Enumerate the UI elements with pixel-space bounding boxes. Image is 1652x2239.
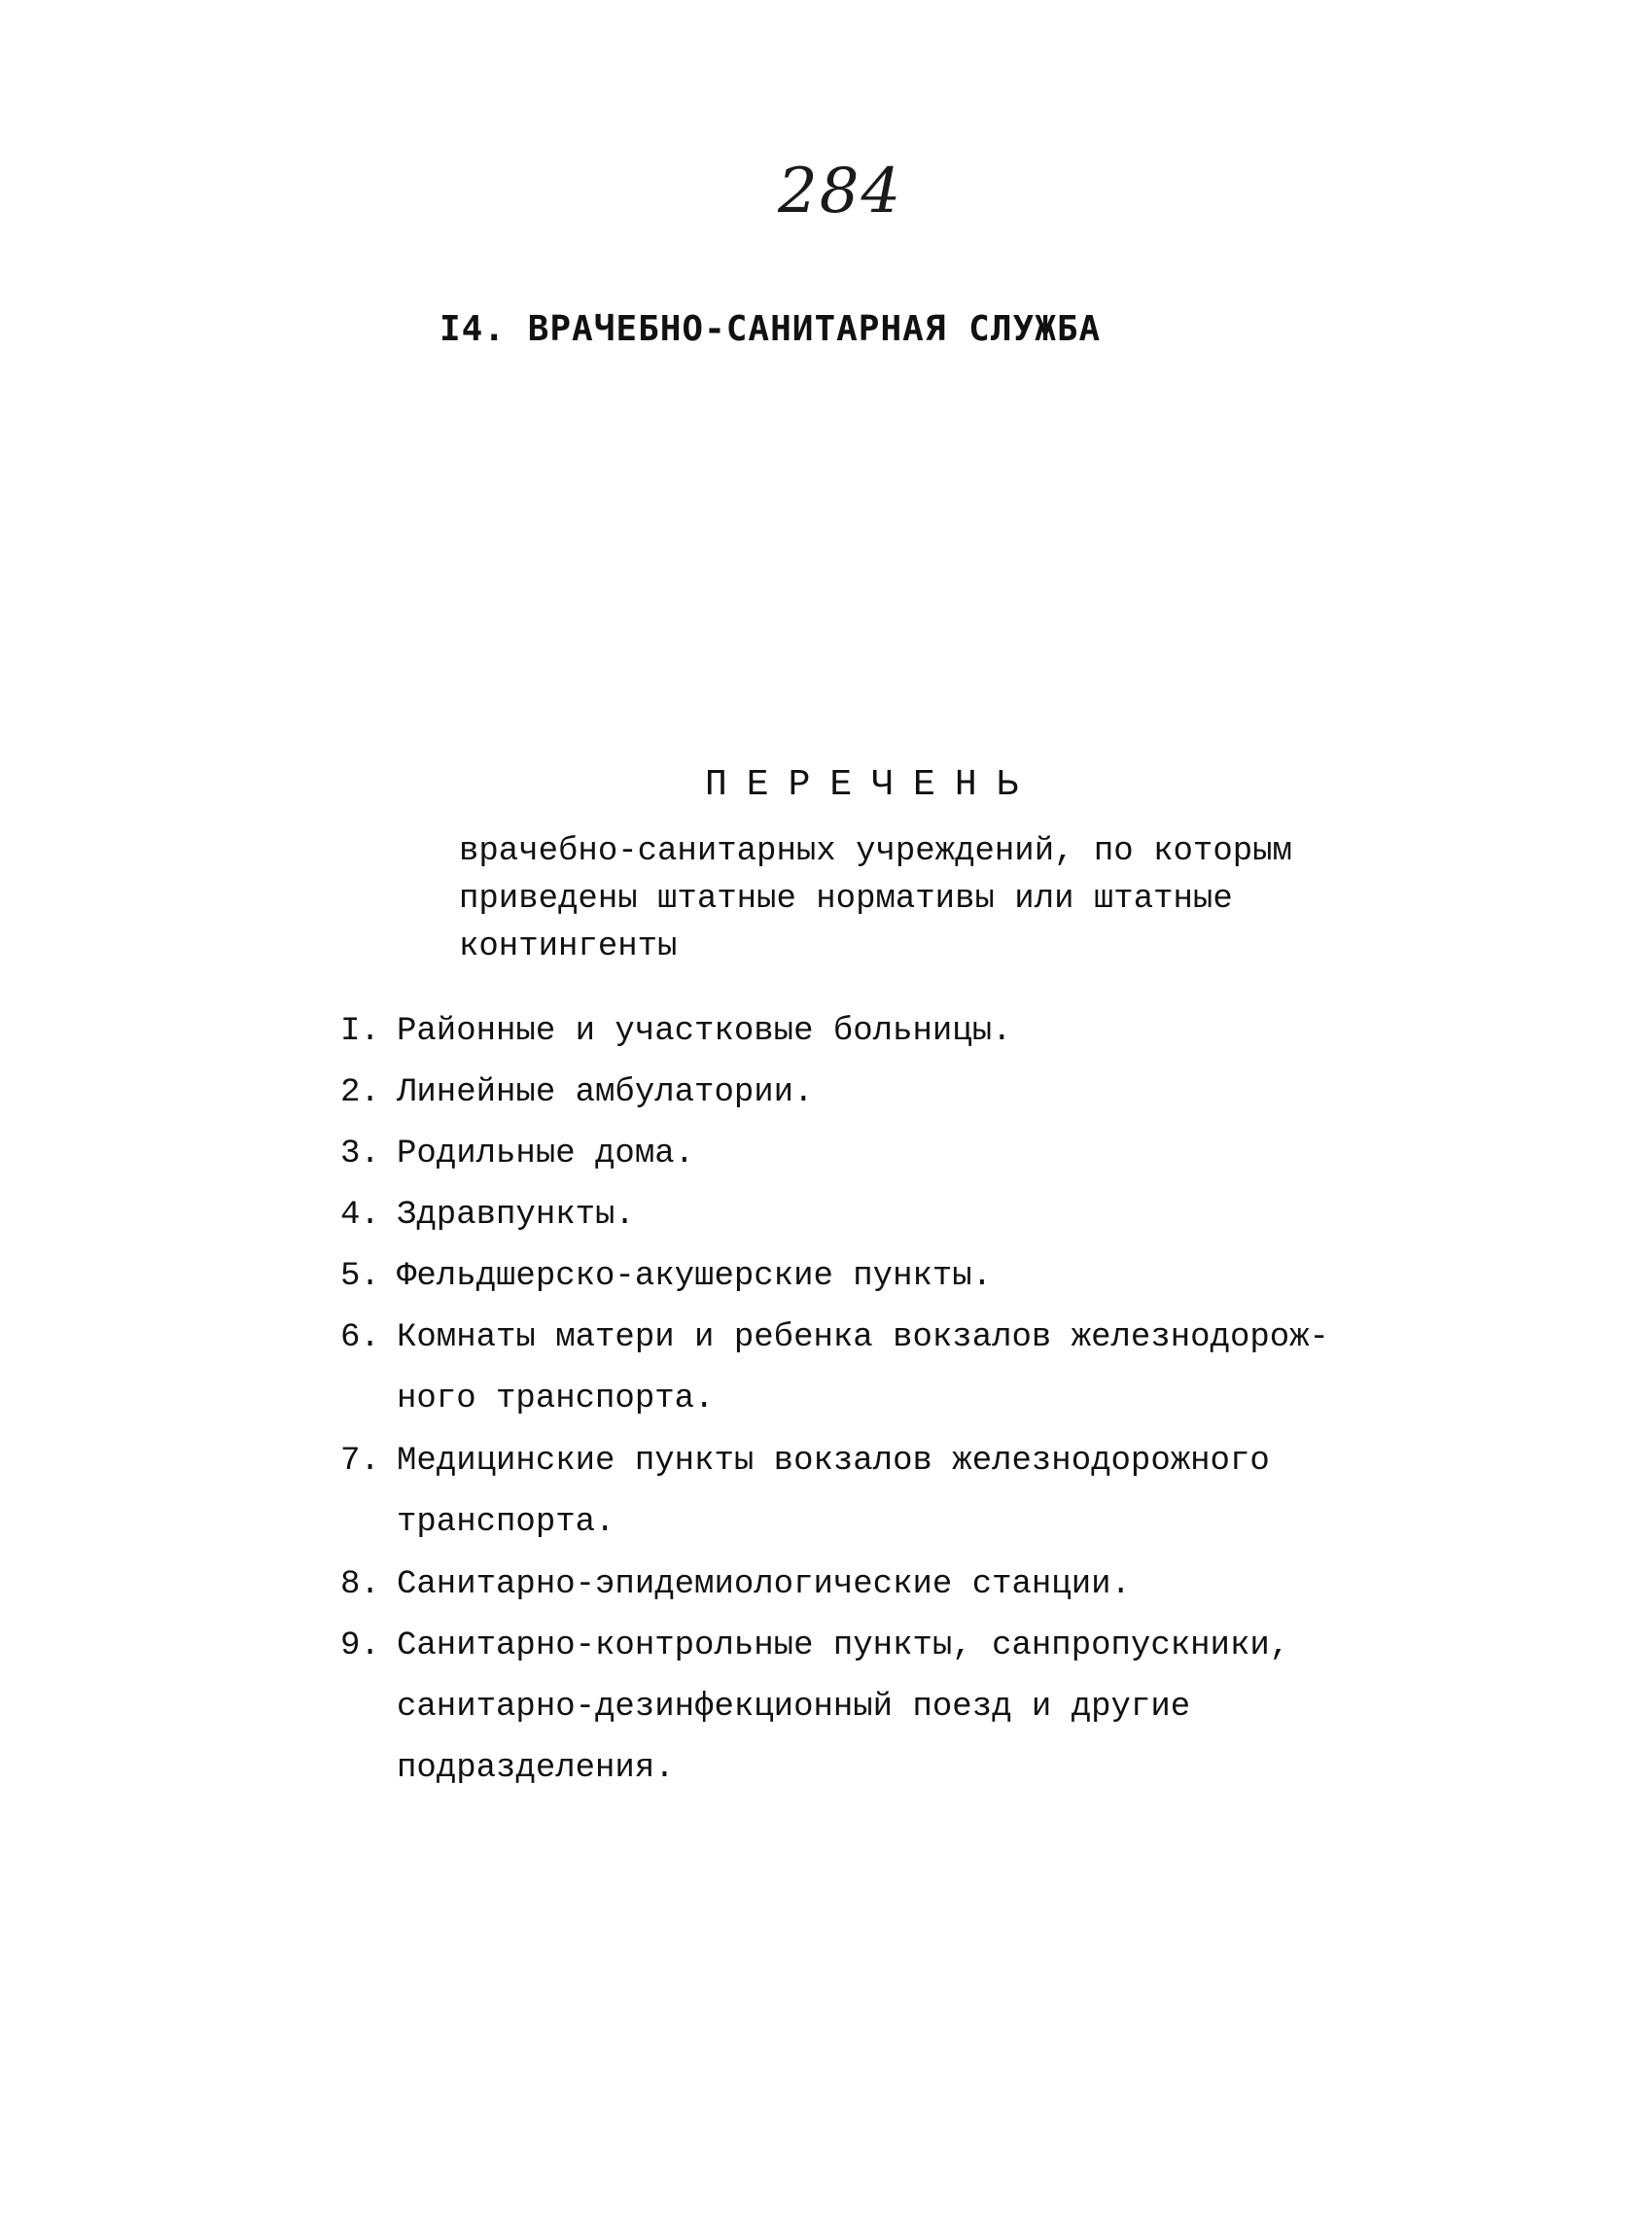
item-number: 2.: [340, 1074, 380, 1111]
item-text: [397, 1134, 1332, 1174]
list-item: [340, 1011, 1332, 1052]
list-item: [340, 1134, 1332, 1174]
section-title: I4. ВРАЧЕБНО-САНИТАРНАЯ СЛУЖБА: [439, 309, 1102, 349]
item-number: 6.: [340, 1319, 380, 1356]
item-text-line: Санитарно-эпидемиологические станции.: [397, 1566, 1131, 1603]
list-subtitle-line: контингенты: [459, 928, 678, 965]
item-text-line: Санитарно-контрольные пункты, санпропускники,: [397, 1627, 1290, 1664]
item-text: [397, 1431, 1332, 1554]
item-text: [397, 1564, 1332, 1605]
institution-list: [340, 1011, 1332, 1810]
item-text-line: Районные и участковые больницы.: [397, 1013, 1012, 1050]
item-number: 8.: [340, 1566, 380, 1603]
list-item: [340, 1195, 1332, 1236]
list-item: [340, 1256, 1332, 1297]
item-text-line: Родильные дома.: [397, 1136, 695, 1172]
item-text-line: Здравпункты.: [397, 1197, 635, 1234]
item-text: [397, 1308, 1332, 1430]
list-item: [340, 1308, 1332, 1430]
item-text: [397, 1072, 1332, 1113]
item-text-line: ного транспорта.: [397, 1381, 715, 1417]
item-number: I.: [340, 1013, 380, 1050]
item-number: 9.: [340, 1627, 380, 1664]
item-text-line: Комнаты матери и ребенка вокзалов железнодорож-: [397, 1319, 1329, 1356]
list-item: [340, 1616, 1332, 1800]
list-item: [340, 1072, 1332, 1113]
list-subtitle: [459, 828, 1334, 971]
item-number: 4.: [340, 1197, 380, 1234]
item-text: [397, 1616, 1332, 1800]
item-text-line: санитарно-дезинфекционный поезд и другие: [397, 1689, 1191, 1726]
item-text-line: Линейные амбулатории.: [397, 1074, 814, 1111]
list-item: [340, 1564, 1332, 1605]
item-text: [397, 1011, 1332, 1052]
list-item: [340, 1431, 1332, 1554]
item-text-line: подразделения.: [397, 1750, 675, 1787]
list-subtitle-line: врачебно-санитарных учреждений, по которым: [459, 833, 1292, 870]
item-number: 5.: [340, 1258, 380, 1295]
list-heading: ПЕРЕЧЕНЬ: [705, 764, 1038, 806]
item-number: 3.: [340, 1136, 380, 1172]
list-subtitle-line: приведены штатные нормативы или штатные: [459, 881, 1233, 918]
item-text-line: Медицинские пункты вокзалов железнодорожного: [397, 1443, 1270, 1480]
item-text: [397, 1195, 1332, 1236]
item-text-line: Фельдшерско-акушерские пункты.: [397, 1258, 993, 1295]
item-text-line: транспорта.: [397, 1504, 615, 1541]
item-number: 7.: [340, 1443, 380, 1480]
item-text: [397, 1256, 1332, 1297]
page-number: 284: [778, 156, 903, 227]
